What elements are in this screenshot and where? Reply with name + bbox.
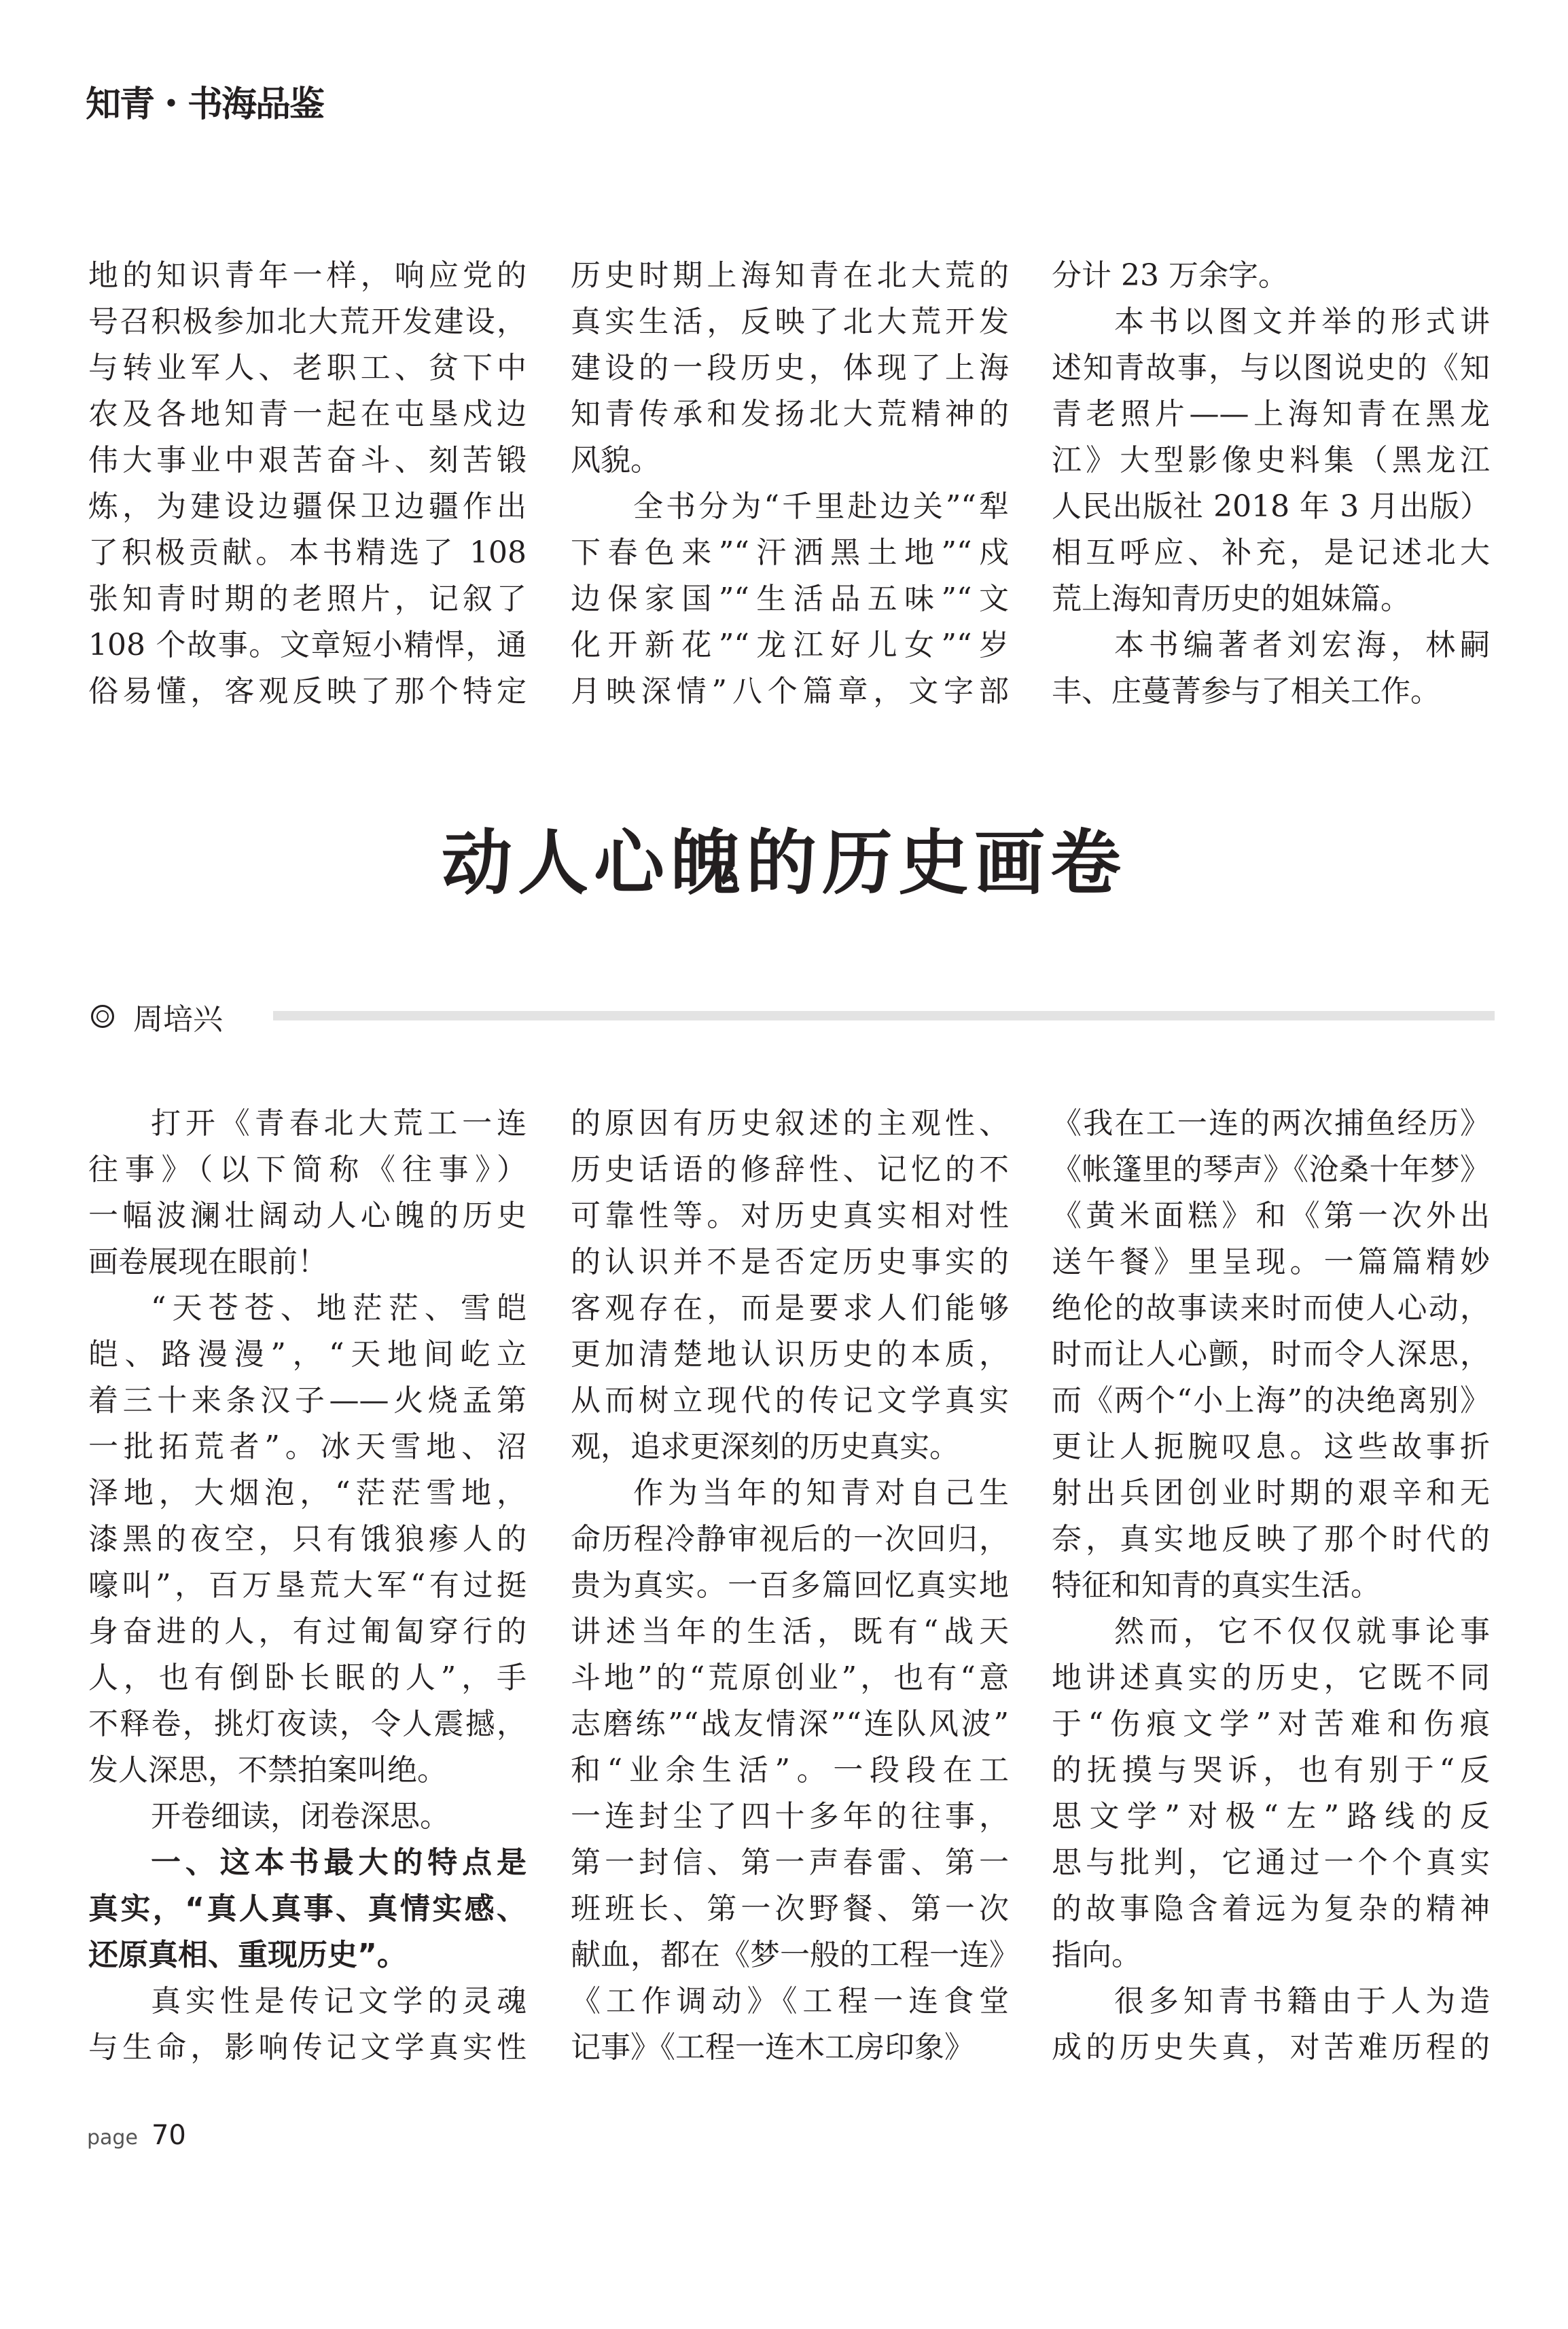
text-line: 绝伦的故事读来时而使人心动， — [1052, 1291, 1490, 1326]
text-line: 更让人扼腕叹息。这些故事折 — [1052, 1429, 1490, 1464]
author-name: 周培兴 — [133, 1002, 223, 1037]
text-line: 下春色来”“汗洒黑土地”“戍 — [571, 535, 1009, 570]
text-line: 历史话语的修辞性、记忆的不 — [571, 1152, 1009, 1187]
text-line: 本书以图文并举的形式讲 — [1114, 304, 1490, 339]
text-line: 分计 23 万余字。 — [1052, 258, 1288, 293]
page-footer — [87, 2120, 186, 2151]
text-line: 俗易懂，客观反映了那个特定 — [88, 674, 527, 709]
text-line: 可靠性等。对历史真实相对性 — [571, 1198, 1009, 1233]
text-line: 的故事隐含着远为复杂的精神 — [1052, 1891, 1490, 1926]
text-line: 记事》《工程一连木工房印象》 — [571, 2030, 974, 2065]
text-line: 斗地”的“荒原创业”，也有“意 — [571, 1660, 1009, 1695]
text-line: 送午餐》里呈现。一篇篇精妙 — [1052, 1245, 1490, 1279]
text-line: 思文学”对极“左”路线的反 — [1052, 1799, 1490, 1834]
text-line: 号召积极参加北大荒开发建设， — [88, 304, 527, 339]
text-line: 不释卷，挑灯夜读，令人震撼， — [88, 1707, 527, 1741]
top-article-column-2 — [571, 253, 1009, 715]
text-line: 108 个故事。文章短小精悍，通 — [88, 628, 527, 662]
text-line: 真实，“真人真事、真情实感、 — [88, 1891, 527, 1926]
text-line: 建设的一段历史，体现了上海 — [571, 351, 1009, 385]
byline-divider — [273, 1011, 1495, 1020]
text-line: 农及各地知青一起在屯垦戍边 — [88, 397, 527, 431]
top-article-column-1 — [88, 253, 527, 715]
text-line: 嚎叫”，百万垦荒大军“有过挺 — [88, 1568, 527, 1603]
text-line: 泽地，大烟泡，“茫茫雪地， — [88, 1476, 527, 1510]
text-line: 炼，为建设边疆保卫边疆作出 — [88, 489, 527, 524]
text-line: 客观存在，而是要求人们能够 — [571, 1291, 1009, 1326]
text-line: 漆黑的夜空，只有饿狼瘆人的 — [88, 1522, 527, 1557]
text-line: 时而让人心颤，时而令人深思， — [1052, 1337, 1490, 1372]
text-line: 讲述当年的生活，既有“战天 — [571, 1614, 1009, 1649]
text-line: 特征和知青的真实生活。 — [1052, 1568, 1380, 1603]
text-line: 知青传承和发扬北大荒精神的 — [571, 397, 1009, 431]
text-line: 作为当年的知青对自己生 — [633, 1476, 1009, 1510]
author-byline — [91, 996, 223, 1037]
text-line: 成的历史失真，对苦难历程的 — [1052, 2030, 1490, 2065]
text-line: 命历程冷静审视后的一次回归， — [571, 1522, 1009, 1557]
text-line: 《工作调动》《工程一连食堂 — [571, 1984, 1009, 2019]
text-line: 全书分为“千里赴边关”“犁 — [633, 489, 1009, 524]
text-line: 与转业军人、老职工、贫下中 — [88, 351, 527, 385]
text-line: 丰、庄蔓菁参与了相关工作。 — [1052, 674, 1440, 709]
text-line: 的原因有历史叙述的主观性、 — [571, 1106, 1009, 1141]
page-number: 70 — [151, 2120, 186, 2151]
text-line: 然而，它不仅仅就事论事 — [1114, 1614, 1490, 1649]
text-line: 身奋进的人，有过匍匐穿行的 — [88, 1614, 527, 1649]
text-line: “天苍苍、地茫茫、雪皑 — [151, 1291, 527, 1326]
text-line: 《我在工一连的两次捕鱼经历》 — [1052, 1106, 1490, 1141]
text-line: 《帐篷里的琴声》《沧桑十年梦》 — [1052, 1152, 1490, 1187]
top-article-column-3 — [1052, 253, 1490, 715]
article-column-1 — [88, 1101, 527, 2071]
text-line: 江》大型影像史料集（黑龙江 — [1052, 443, 1490, 478]
text-line: 荒上海知青历史的姐妹篇。 — [1052, 582, 1410, 616]
text-line: 更加清楚地认识历史的本质， — [571, 1337, 1009, 1372]
text-line: 着三十来条汉子——火烧孟第 — [88, 1383, 527, 1418]
text-line: 奈，真实地反映了那个时代的 — [1052, 1522, 1490, 1557]
text-line: 和“业余生活”。一段段在工 — [571, 1753, 1009, 1788]
text-line: 真实性是传记文学的灵魂 — [151, 1984, 527, 2019]
text-line: 还原真相、重现历史”。 — [88, 1938, 407, 1972]
text-line: 很多知青书籍由于人为造 — [1114, 1984, 1490, 2019]
text-line: 地的知识青年一样，响应党的 — [88, 258, 527, 293]
text-line: 与生命，影响传记文学真实性 — [88, 2030, 527, 2065]
text-line: 指向。 — [1052, 1938, 1141, 1972]
text-line: 青老照片——上海知青在黑龙 — [1052, 397, 1490, 431]
text-line: 献血，都在《梦一般的工程一连》 — [571, 1938, 1019, 1972]
text-line: 发人深思，不禁拍案叫绝。 — [88, 1753, 447, 1788]
article-column-2 — [571, 1101, 1019, 2071]
text-line: 观，追求更深刻的历史真实。 — [571, 1429, 959, 1464]
text-line: 述知青故事，与以图说史的《知 — [1052, 351, 1490, 385]
text-line: 的抚摸与哭诉，也有别于“反 — [1052, 1753, 1490, 1788]
text-line: 而《两个“小上海”的决绝离别》 — [1052, 1383, 1490, 1418]
text-line: 地讲述真实的历史，它既不同 — [1052, 1660, 1490, 1695]
text-line: 从而树立现代的传记文学真实 — [571, 1383, 1009, 1418]
text-line: 边保家国”“生活品五味”“文 — [571, 582, 1009, 616]
text-line: 化开新花”“龙江好儿女”“岁 — [571, 628, 1009, 662]
text-line: 画卷展现在眼前！ — [88, 1245, 327, 1279]
text-line: 皑、路漫漫”，“天地间屹立 — [88, 1337, 527, 1372]
text-line: 往事》（以下简称《往事》） — [88, 1152, 527, 1187]
article-column-3 — [1052, 1101, 1490, 2071]
text-line: 一、这本书最大的特点是 — [151, 1845, 527, 1880]
text-line: 一批拓荒者”。冰天雪地、沼 — [88, 1429, 527, 1464]
text-line: 的认识并不是否定历史事实的 — [571, 1245, 1009, 1279]
text-line: 贵为真实。一百多篇回忆真实地 — [571, 1568, 1009, 1603]
section-label: 知青・书海品鉴 — [86, 84, 324, 125]
text-line: 月映深情”八个篇章，文字部 — [571, 674, 1009, 709]
article-title: 动人心魄的历史画卷 — [441, 821, 1126, 904]
text-line: 风貌。 — [571, 443, 660, 478]
text-line: 一幅波澜壮阔动人心魄的历史 — [88, 1198, 527, 1233]
text-line: 开卷细读，闭卷深思。 — [151, 1799, 450, 1834]
double-circle-icon — [91, 1005, 114, 1028]
page-label: page — [87, 2126, 138, 2150]
text-line: 了积极贡献。本书精选了 108 — [88, 535, 527, 570]
text-line: 相互呼应、补充，是记述北大 — [1052, 535, 1490, 570]
text-line: 打开《青春北大荒工一连 — [151, 1106, 527, 1141]
text-line: 思与批判，它通过一个个真实 — [1052, 1845, 1490, 1880]
text-line: 一连封尘了四十多年的往事， — [571, 1799, 1009, 1834]
text-line: 第一封信、第一声春雷、第一 — [571, 1845, 1009, 1880]
text-line: 射出兵团创业时期的艰辛和无 — [1052, 1476, 1490, 1510]
text-line: 人，也有倒卧长眠的人”，手 — [88, 1660, 527, 1695]
text-line: 班班长、第一次野餐、第一次 — [571, 1891, 1009, 1926]
text-line: 人民出版社 2018 年 3 月出版） — [1052, 489, 1490, 524]
text-line: 《黄米面糕》和《第一次外出 — [1052, 1198, 1490, 1233]
text-line: 伟大事业中艰苦奋斗、刻苦锻 — [88, 443, 527, 478]
text-line: 于“伤痕文学”对苦难和伤痕 — [1052, 1707, 1490, 1741]
text-line: 历史时期上海知青在北大荒的 — [571, 258, 1009, 293]
text-line: 本书编著者刘宏海，林嗣 — [1114, 628, 1490, 662]
text-line: 真实生活，反映了北大荒开发 — [571, 304, 1009, 339]
text-line: 张知青时期的老照片，记叙了 — [88, 582, 527, 616]
text-line: 志磨练”“战友情深”“连队风波” — [571, 1707, 1009, 1741]
